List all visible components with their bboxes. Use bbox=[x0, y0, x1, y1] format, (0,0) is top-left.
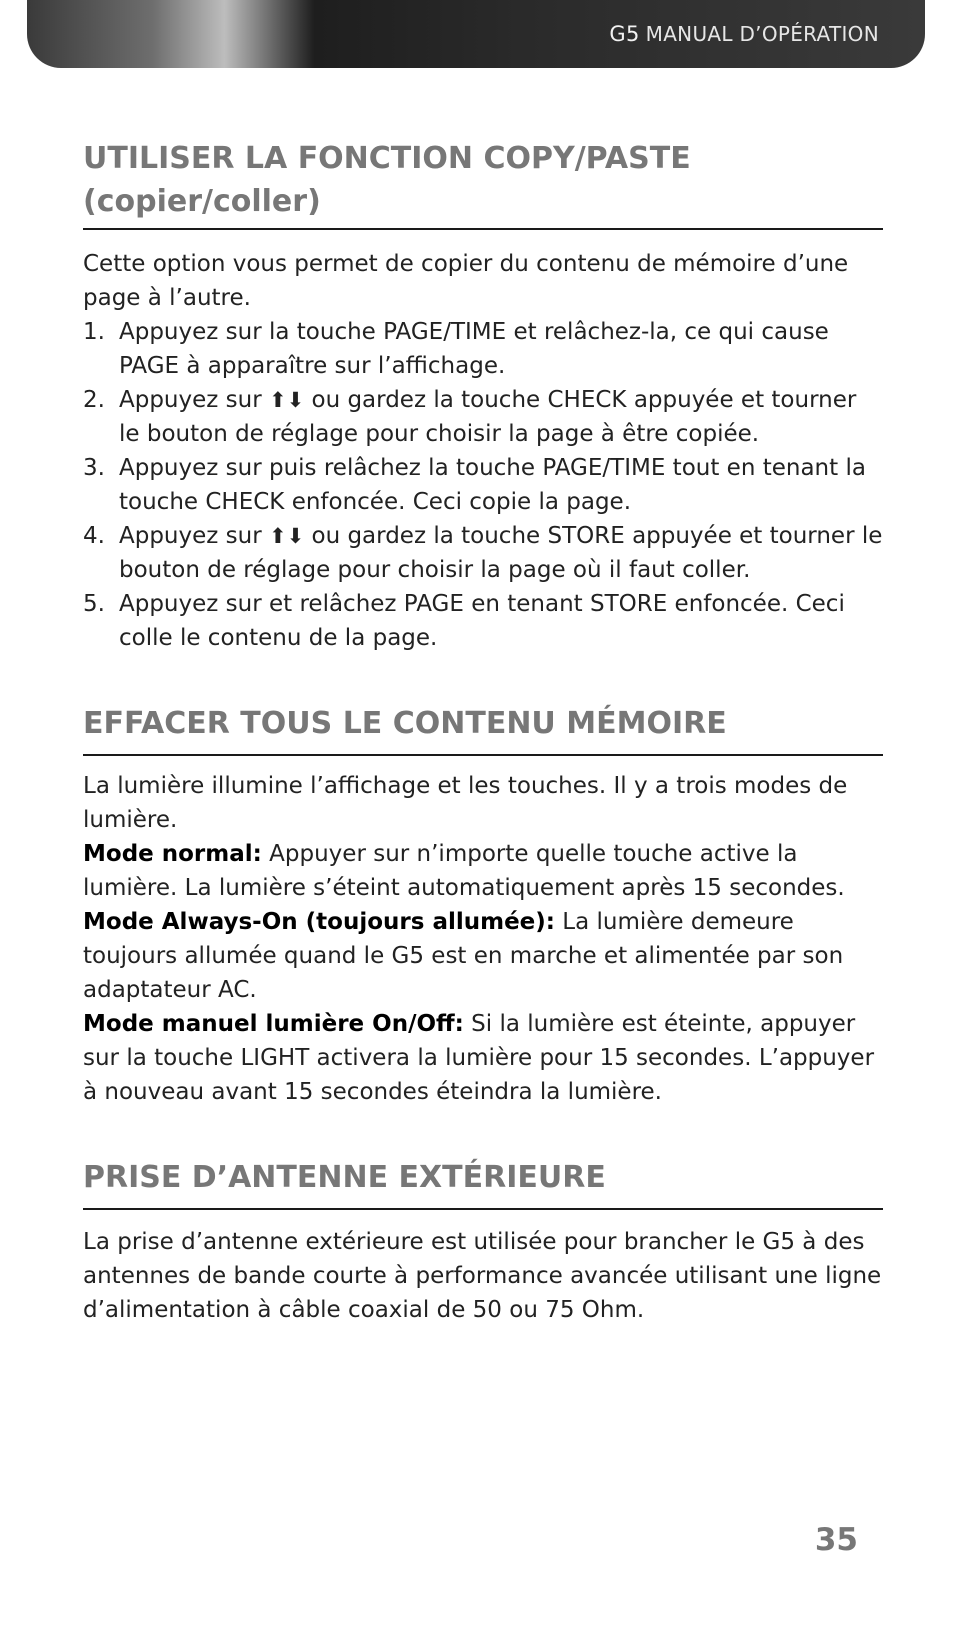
mode-paragraph bbox=[83, 837, 883, 905]
list-item bbox=[83, 383, 883, 451]
running-header bbox=[609, 22, 879, 46]
section-title-line-1: UTILISER LA FONCTION COPY/PASTE bbox=[83, 141, 691, 176]
mode-paragraph bbox=[83, 905, 883, 1007]
intro-paragraph: La lumière illumine l’affichage et les touches. Il y a trois modes de lumière. bbox=[83, 773, 848, 833]
step-number: 4. bbox=[83, 523, 105, 549]
mode-text: Si la lumière est éteinte, appuyer sur la touche LIGHT activera la lumière pour 15 secondes. L’appuyer à nouveau avant 15 secondes éteindra la lumière. bbox=[83, 1011, 875, 1105]
mode-label: Mode Always-On (toujours allumée): bbox=[83, 909, 555, 935]
header-bar bbox=[27, 0, 925, 68]
step-number: 2. bbox=[83, 387, 105, 413]
intro-paragraph: Cette option vous permet de copier du contenu de mémoire d’une page à l’autre. bbox=[83, 251, 849, 311]
section-title-antenna: PRISE D’ANTENNE EXTÉRIEURE bbox=[83, 1160, 606, 1195]
step-text-before: Appuyez sur bbox=[119, 523, 262, 549]
list-item bbox=[83, 519, 883, 587]
header-title: MANUAL D’OPÉRATION bbox=[645, 22, 879, 46]
list-item bbox=[83, 315, 883, 383]
section-body-copy-paste bbox=[83, 247, 883, 655]
section-title-line-2: (copier/coller) bbox=[83, 184, 321, 219]
step-number: 1. bbox=[83, 319, 105, 345]
step-number: 3. bbox=[83, 455, 105, 481]
mode-text: La lumière demeure toujours allumée quand le G5 est en marche et alimentée par son adaptateur AC. bbox=[83, 909, 844, 1003]
antenna-paragraph: La prise d’antenne extérieure est utilisée pour brancher le G5 à des antennes de bande courte à performance avancée utilisant une ligne d’alimentation à câble coaxial de 50 ou 75 Ohm. bbox=[83, 1229, 882, 1323]
section-body-antenna bbox=[83, 1225, 883, 1327]
up-down-arrow-icon: ⬆⬇ bbox=[268, 524, 305, 548]
section-title-copy-paste bbox=[83, 137, 691, 223]
page-number: 35 bbox=[814, 1522, 858, 1558]
mode-label: Mode manuel lumière On/Off: bbox=[83, 1011, 464, 1037]
list-item bbox=[83, 451, 883, 519]
section-body-memory bbox=[83, 769, 883, 1109]
up-down-arrow-icon: ⬆⬇ bbox=[268, 388, 305, 412]
section-divider bbox=[83, 754, 883, 756]
step-text-before: Appuyez sur bbox=[119, 387, 262, 413]
list-item bbox=[83, 587, 883, 655]
steps-list bbox=[83, 315, 883, 655]
section-title-memory: EFFACER TOUS LE CONTENU MÉMOIRE bbox=[83, 706, 727, 741]
header-model: G5 bbox=[609, 22, 640, 46]
step-text: Appuyez sur la touche PAGE/TIME et relâchez-la, ce qui cause PAGE à apparaître sur l’affichage. bbox=[119, 319, 829, 379]
step-text-after: ou gardez la touche CHECK appuyée et tourner le bouton de réglage pour choisir la page à être copiée. bbox=[119, 387, 857, 447]
mode-text: Appuyer sur n’importe quelle touche active la lumière. La lumière s’éteint automatiquement après 15 secondes. bbox=[83, 841, 845, 901]
section-divider bbox=[83, 228, 883, 230]
mode-paragraph bbox=[83, 1007, 883, 1109]
mode-label: Mode normal: bbox=[83, 841, 262, 867]
step-number: 5. bbox=[83, 591, 105, 617]
step-text-after: ou gardez la touche STORE appuyée et tourner le bouton de réglage pour choisir la page où il faut coller. bbox=[119, 523, 883, 583]
section-divider bbox=[83, 1208, 883, 1210]
step-text: Appuyez sur puis relâchez la touche PAGE/TIME tout en tenant la touche CHECK enfoncée. Ceci copie la page. bbox=[119, 455, 866, 515]
step-text: Appuyez sur et relâchez PAGE en tenant STORE enfoncée. Ceci colle le contenu de la page. bbox=[119, 591, 845, 651]
